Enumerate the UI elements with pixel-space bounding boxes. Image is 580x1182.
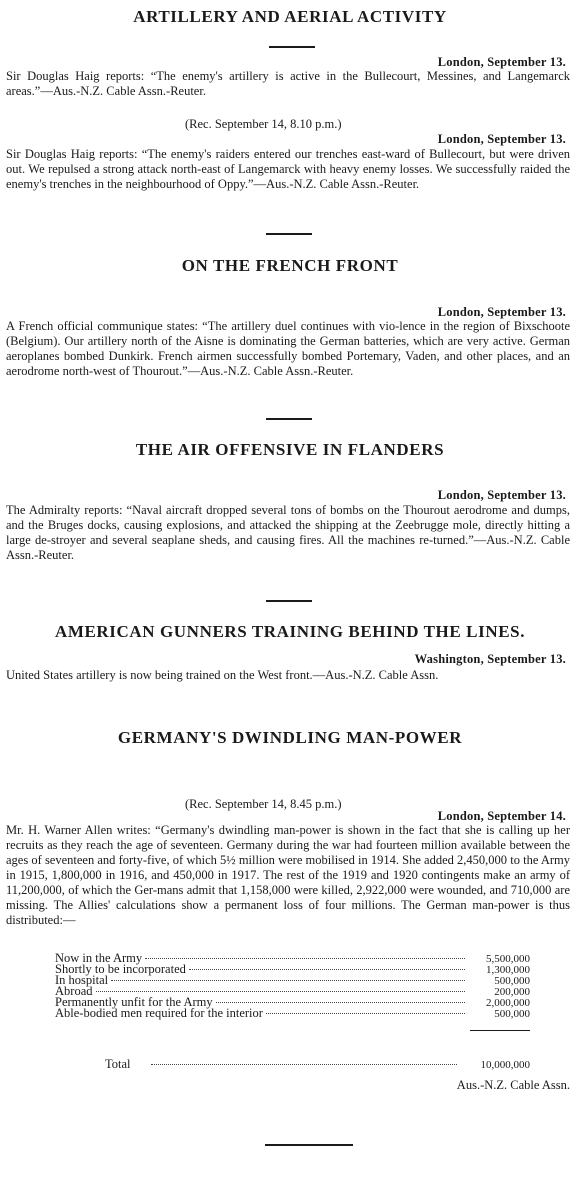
leader-dots <box>266 1013 465 1014</box>
headline-french-front: ON THE FRENCH FRONT <box>181 256 399 275</box>
table-value: 1,300,000 <box>486 964 530 976</box>
table-value: 200,000 <box>494 986 530 998</box>
table-row <box>55 975 530 986</box>
leader-dots <box>145 958 465 959</box>
received-note: (Rec. September 14, 8.10 p.m.) <box>185 117 342 131</box>
table-value: 2,000,000 <box>486 997 530 1009</box>
total-rule <box>470 1030 530 1031</box>
rule <box>266 600 312 602</box>
dateline: London, September 13. <box>437 132 566 146</box>
total-label: Total <box>105 1057 131 1071</box>
man-power-table <box>55 953 530 1019</box>
headline-air-offensive: THE AIR OFFENSIVE IN FLANDERS <box>135 440 445 459</box>
table-label: In hospital <box>55 973 109 987</box>
paragraph: Sir Douglas Haig reports: “The enemy's artillery is active in the Bullecourt, Messines, and Langemarck areas.”—Aus.-N.Z. Cable Assn.-Reuter. <box>6 69 570 98</box>
table-row <box>55 964 530 975</box>
headline-artillery: ARTILLERY AND AERIAL ACTIVITY <box>133 7 447 26</box>
paragraph: The Admiralty reports: “Naval aircraft dropped several tons of bombs on the Thourout aerodrome and dumps, and the Bruges docks, causing explosions, and attacked the shipping at the Zeebrugge mole, directly hitting a large de-stroyer and several seaplane sheds, and causing fires. All the machines re-turned.”—Aus.-N.Z. Cable Assn.-Reuter. <box>6 503 570 562</box>
total-row <box>105 1057 530 1072</box>
paragraph: A French official communique states: “The artillery duel continues with vio-lence in the region of Bixschoote (Belgium). Our artillery north of the Aisne is dominating the German batteries, which are very active. German aeroplanes bombed Dunkirk. French airmen successfully bombed Portemary, Vaden, and other places, and an aerodrome north-west of Thourout.”—Aus.-N.Z. Cable Assn.-Reuter. <box>6 319 570 378</box>
headline-american-gunners: AMERICAN GUNNERS TRAINING BEHIND THE LINES. <box>54 622 526 641</box>
leader-dots <box>189 969 465 970</box>
dateline: London, September 13. <box>437 55 566 69</box>
rule <box>266 418 312 420</box>
rule <box>269 46 315 48</box>
signature: Aus.-N.Z. Cable Assn. <box>456 1078 570 1092</box>
table-label: Permanently unfit for the Army <box>55 995 213 1009</box>
table-label: Now in the Army <box>55 951 143 965</box>
leader-dots <box>216 1002 465 1003</box>
paragraph: Sir Douglas Haig reports: “The enemy's raiders entered our trenches east-ward of Bullecourt, but were driven out. We repulsed a strong attack north-east of Langemarck with heavy enemy losses. We successfully raided the enemy's trenches in the neighbourhood of Oppy.”—Aus.-N.Z. Cable Assn.-Reuter. <box>6 147 570 191</box>
total-value: 10,000,000 <box>480 1059 530 1071</box>
table-label: Abroad <box>55 984 93 998</box>
dateline: Washington, September 13. <box>414 652 566 666</box>
table-value: 500,000 <box>494 975 530 987</box>
received-note: (Rec. September 14, 8.45 p.m.) <box>185 797 342 811</box>
dateline: London, September 14. <box>437 809 566 823</box>
leader-dots <box>151 1064 457 1065</box>
leader-dots <box>96 991 466 992</box>
table-row <box>55 1008 530 1019</box>
rule <box>265 1144 353 1146</box>
table-label: Shortly to be incorporated <box>55 962 186 976</box>
table-value: 5,500,000 <box>486 953 530 965</box>
dateline: London, September 13. <box>437 305 566 319</box>
dateline: London, September 13. <box>437 488 566 502</box>
table-label: Able-bodied men required for the interior <box>55 1006 263 1020</box>
headline-dwindling-man-power: GERMANY'S DWINDLING MAN-POWER <box>117 728 463 747</box>
table-value: 500,000 <box>494 1008 530 1020</box>
paragraph: Mr. H. Warner Allen writes: “Germany's dwindling man-power is shown in the fact that she is calling up her recruits as they reach the age of seventeen. Germany during the war had fourteen million available between the ages of seventeen and forty-five, of which 5½ million were mobilised in 1914. She added 2,450,000 to the Army in 1915, 1,800,000 in 1916, and 450,000 in 1917. The rest of the 1919 and 1920 contingents make an army of 11,200,000, of which the Ger-mans admit that 1,158,000 were killed, 2,922,000 were wounded, and 710,000 are missing. The Allies' calculations show a permanent loss of four millions. The German man-power is thus distributed:— <box>6 823 570 927</box>
paragraph: United States artillery is now being trained on the West front.—Aus.-N.Z. Cable Assn. <box>6 668 439 682</box>
rule <box>266 233 312 235</box>
leader-dots <box>111 980 465 981</box>
